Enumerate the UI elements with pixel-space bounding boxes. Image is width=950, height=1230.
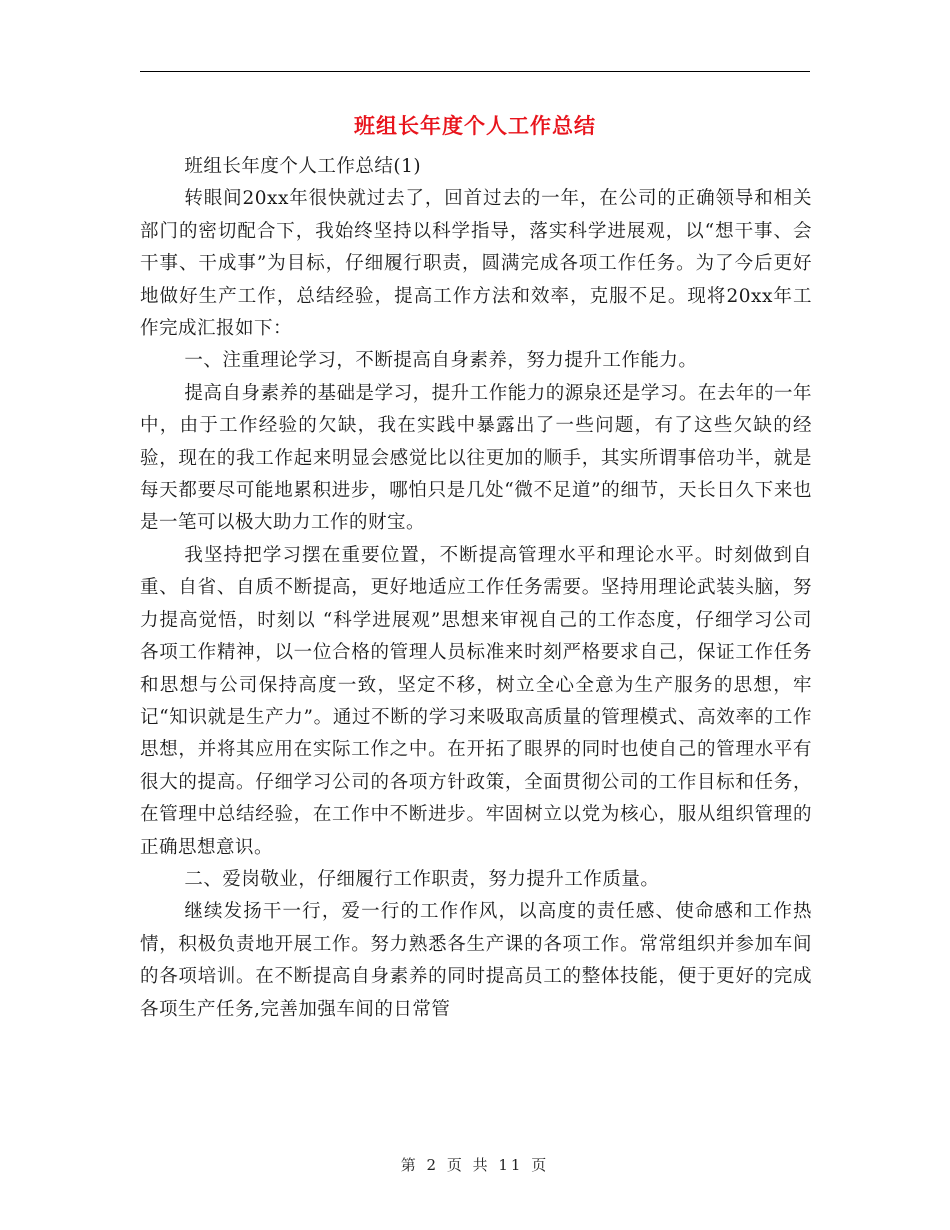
body-paragraph: 继续发扬干一行，爱一行的工作作风，以高度的责任感、使命感和工作热情，积极负责地开展工作。努力熟悉各生产课的各项工作。常常组织并参加车间的各项培训。在不断提高自身素养的同时提高员工的整体技能，便于更好的完成各项生产任务,完善加强车间的日常管 [140,901,812,1020]
header-rule [140,71,810,72]
section-heading-2: 二、爱岗敬业，仔细履行工作职责，努力提升工作质量。 [184,868,660,890]
body-paragraph: 提高自身素养的基础是学习，提升工作能力的源泉还是学习。在去年的一年中，由于工作经验的欠缺，我在实践中暴露出了一些问题，有了这些欠缺的经验，现在的我工作起来明显会感觉比以往更加的顺手，其实所谓事倍功半，就是每天都要尽可能地累积进步，哪怕只是几处“微不足道”的细节，天长日久下来也是一笔可以极大助力工作的财宝。 [140,382,812,534]
document-title: 班组长年度个人工作总结 [354,113,596,138]
subtitle-paragraph: 班组长年度个人工作总结(1) [184,156,422,177]
body-paragraph: 我坚持把学习摆在重要位置，不断提高管理水平和理论水平。时刻做到自重、自省、自质不断提高，更好地适应工作任务需要。坚持用理论武装头脑，努力提高觉悟，时刻以 “科学进展观”思想来审视自己的工作态度，仔细学习公司各项工作精神，以一位合格的管理人员标准来时刻严格要求自己，保证工作任务和思想与公司保持高度一致，坚定不移，树立全心全意为生产服务的思想，牢记“知识就是生产力”。通过不断的学习来吸取高质量的管理模式、高效率的工作思想，并将其应用在实际工作之中。在开拓了眼界的同时也使自己的管理水平有很大的提高。仔细学习公司的各项方针政策，全面贯彻公司的工作目标和任务，在管理中总结经验，在工作中不断进步。牢固树立以党为核心，服从组织管理的正确思想意识。 [140,544,812,858]
document-body [140,151,812,1026]
intro-paragraph: 转眼间20xx年很快就过去了，回首过去的一年，在公司的正确领导和相关部门的密切配合下，我始终坚持以科学指导，落实科学进展观，以“想干事、会干事、干成事”为目标，仔细履行职责，圆满完成各项工作任务。为了今后更好地做好生产工作，总结经验，提高工作方法和效率，克服不足。现将20xx年工作完成汇报如下： [140,188,812,340]
section-heading-1: 一、注重理论学习，不断提高自身素养，努力提升工作能力。 [184,350,698,372]
page-number-footer: 第 2 页 共 11 页 [400,1156,550,1174]
